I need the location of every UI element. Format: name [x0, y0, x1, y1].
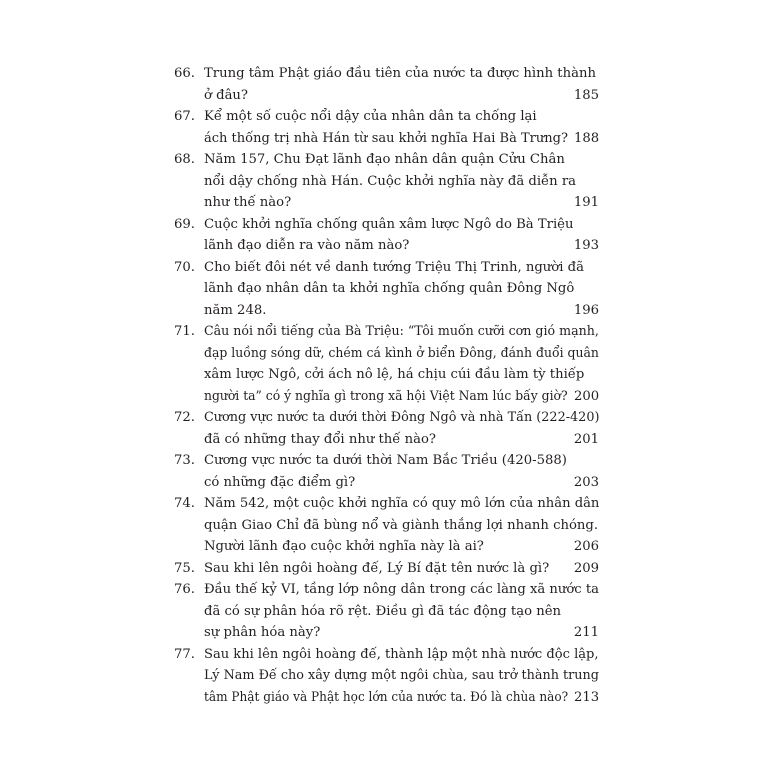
- entry-text-line: ách thống trị nhà Hán từ sau khởi nghĩa Hai Bà Trưng?: [204, 130, 568, 146]
- entry-text-line: như thế nào?: [204, 195, 292, 210]
- entry-number: 77.: [174, 646, 195, 662]
- toc-entry[interactable]: [174, 644, 599, 709]
- toc-entry[interactable]: [174, 63, 599, 106]
- page-number: 200: [574, 388, 600, 404]
- entry-number: 68.: [174, 152, 195, 167]
- entry-text-line: Người lãnh đạo cuộc khởi nghĩa này là ai?: [204, 539, 484, 554]
- entry-number: 76.: [174, 582, 195, 597]
- page-number: 206: [573, 539, 599, 554]
- toc-entry[interactable]: [174, 214, 599, 257]
- page-number: 211: [573, 625, 599, 640]
- page-number: 203: [573, 474, 599, 490]
- page-number: 193: [573, 238, 599, 253]
- entry-number: 73.: [174, 453, 195, 468]
- entry-number: 66.: [174, 66, 195, 81]
- entry-number: 67.: [174, 109, 195, 124]
- entry-text-line: Câu nói nổi tiếng của Bà Triệu: “Tôi muốn cưỡi cơn gió mạnh,: [204, 324, 599, 339]
- entry-text-line: Lý Nam Đế cho xây dựng một ngôi chùa, sau trở thành trung: [204, 668, 599, 683]
- entry-text-line: đã có sự phân hóa rõ rệt. Điều gì đã tác động tạo nên: [204, 603, 562, 619]
- entry-text-line: Năm 157, Chu Đạt lãnh đạo nhân dân quận Cửu Chân: [204, 152, 565, 167]
- page-number: 191: [573, 195, 599, 210]
- entry-text-line: có những đặc điểm gì?: [204, 474, 356, 490]
- entry-text-line: sự phân hóa này?: [204, 625, 321, 640]
- entry-number: 75.: [174, 560, 195, 576]
- toc-entry[interactable]: [174, 321, 599, 407]
- entry-number: 71.: [174, 324, 195, 339]
- entry-text-line: Trung tâm Phật giáo đầu tiên của nước ta được hình thành: [204, 66, 596, 81]
- entry-text-line: Cho biết đôi nét về danh tướng Triệu Thị Trinh, người đã: [204, 259, 584, 275]
- entry-text-line: Sau khi lên ngôi hoàng đế, thành lập một nhà nước độc lập,: [204, 646, 599, 662]
- toc-entry[interactable]: [174, 558, 599, 580]
- entry-text-line: lãnh đạo nhân dân ta khởi nghĩa chống quân Đông Ngô: [204, 281, 575, 296]
- entry-text-line: đã có những thay đổi như thế nào?: [204, 431, 436, 447]
- page-number: 188: [574, 130, 600, 146]
- page-number: 213: [574, 689, 600, 705]
- entry-text-line: Đầu thế kỷ VI, tầng lớp nông dân trong các làng xã nước ta: [204, 582, 599, 597]
- entry-text-line: ở đâu?: [204, 87, 248, 103]
- page-number: 185: [573, 87, 599, 103]
- entry-text-line: Sau khi lên ngôi hoàng đế, Lý Bí đặt tên nước là gì?: [204, 560, 550, 576]
- entry-text-line: lãnh đạo diễn ra vào năm nào?: [204, 238, 410, 253]
- entry-text-line: người ta” có ý nghĩa gì trong xã hội Việt Nam lúc bấy giờ?: [204, 388, 568, 404]
- entry-text-line: Cuộc khởi nghĩa chống quân xâm lược Ngô do Bà Triệu: [204, 216, 574, 232]
- page-number: 201: [573, 431, 599, 447]
- table-of-contents: [174, 63, 599, 708]
- toc-entry[interactable]: [174, 257, 599, 322]
- entry-number: 74.: [174, 496, 195, 511]
- entry-text-line: Cương vực nước ta dưới thời Đông Ngô và nhà Tấn (222-420): [204, 410, 600, 425]
- page-number: 209: [573, 560, 599, 576]
- toc-entry[interactable]: [174, 106, 599, 149]
- entry-text-line: năm 248.: [204, 302, 267, 318]
- toc-entry[interactable]: [174, 579, 599, 644]
- entry-text-line: đạp luồng sóng dữ, chém cá kình ở biển Đông, đánh đuổi quân: [204, 345, 599, 361]
- entry-text-line: Năm 542, một cuộc khởi nghĩa có quy mô lớn của nhân dân: [204, 496, 600, 511]
- entry-text-line: Cương vực nước ta dưới thời Nam Bắc Triều (420-588): [204, 453, 567, 468]
- entry-number: 70.: [174, 259, 195, 275]
- entry-number: 69.: [174, 216, 195, 232]
- entry-text-line: Kể một số cuộc nổi dậy của nhân dân ta chống lại: [204, 109, 537, 124]
- entry-text-line: quận Giao Chỉ đã bùng nổ và giành thắng lợi nhanh chóng.: [204, 517, 599, 533]
- page-number: 196: [573, 302, 599, 318]
- toc-entry[interactable]: [174, 450, 599, 493]
- toc-entry[interactable]: [174, 149, 599, 214]
- entry-text-line: nổi dậy chống nhà Hán. Cuộc khởi nghĩa này đã diễn ra: [204, 173, 577, 189]
- entry-number: 72.: [174, 410, 195, 425]
- toc-entry[interactable]: [174, 407, 599, 450]
- entry-text-line: tâm Phật giáo và Phật học lớn của nước ta. Đó là chùa nào?: [204, 689, 569, 705]
- entry-text-line: xâm lược Ngô, cởi ách nô lệ, há chịu cúi đầu làm tỳ thiếp: [204, 367, 585, 382]
- toc-entry[interactable]: [174, 493, 599, 558]
